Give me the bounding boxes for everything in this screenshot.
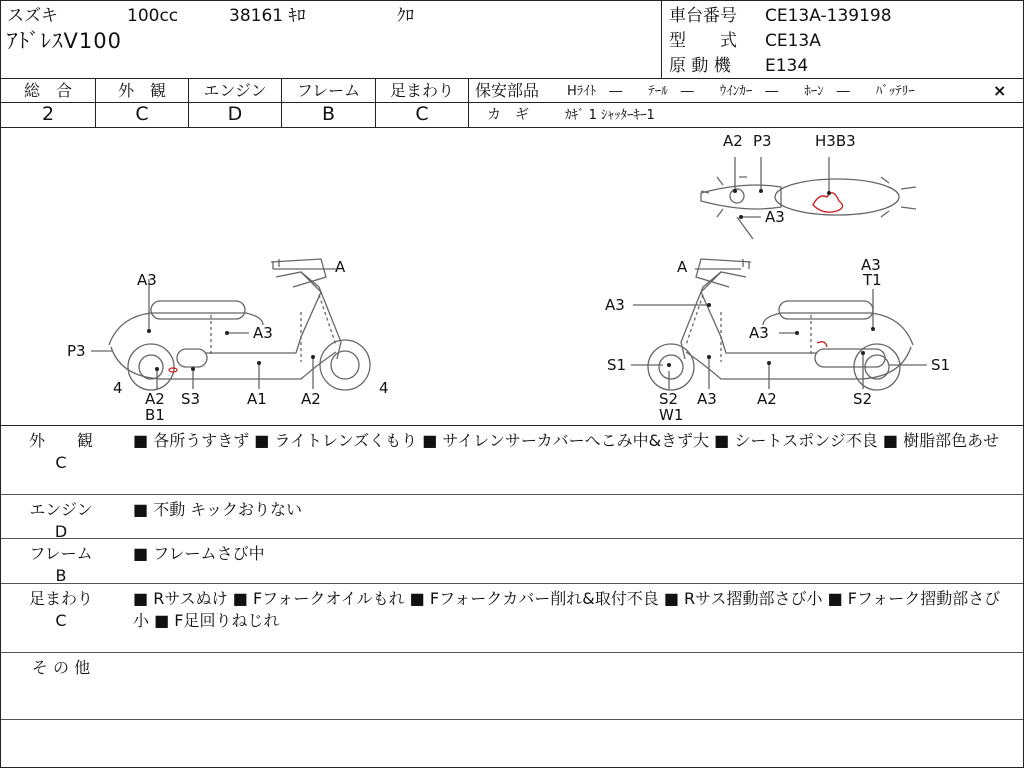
- diag-label: S1: [931, 356, 951, 374]
- section-suspension: [1, 584, 1023, 653]
- grade-total: [1, 79, 96, 127]
- diag-label: P3: [67, 342, 86, 360]
- header-divider: [661, 1, 662, 78]
- grade-frame: [282, 79, 376, 127]
- diag-label: A3: [861, 256, 881, 274]
- cell-divider: [469, 102, 1023, 103]
- diag-label: A2: [723, 132, 743, 150]
- type: CE13A: [765, 31, 821, 51]
- diag-label: A: [677, 258, 688, 276]
- section-frame: [1, 539, 1023, 584]
- diag-label: A3: [697, 390, 717, 408]
- diag-label: P3: [753, 132, 772, 150]
- grade-value: 2: [41, 103, 55, 125]
- damage-mark-left: [169, 368, 177, 372]
- engine-label: 原 動 機: [669, 56, 731, 76]
- section-grade: D: [54, 522, 68, 541]
- grade-value: D: [227, 103, 243, 125]
- diag-label: A3: [137, 271, 157, 289]
- grade-label: 総 合: [23, 81, 72, 100]
- battery-mark: ×: [993, 81, 1007, 100]
- header: [1, 1, 1023, 79]
- grade-label: フレーム: [296, 81, 361, 100]
- grade-exterior: [96, 79, 189, 127]
- color: ｸﾛ: [397, 6, 414, 26]
- grade-engine: [189, 79, 282, 127]
- grades-row: [1, 79, 1023, 128]
- diag-label: A2: [145, 390, 165, 408]
- diag-label: S3: [181, 390, 201, 408]
- model-name: ｱﾄﾞﾚｽV100: [7, 29, 122, 53]
- section-label: 足まわり: [28, 589, 93, 608]
- diag-label: A2: [301, 390, 321, 408]
- section-header: [23, 543, 99, 587]
- diag-label: T1: [863, 271, 882, 289]
- key-label: カ ギ: [487, 107, 529, 123]
- section-header: [23, 430, 99, 474]
- diag-label: 4: [379, 379, 389, 397]
- diag-label: A3: [765, 208, 785, 226]
- grade-label: 外 観: [117, 81, 166, 100]
- damage-diagram: [1, 127, 1023, 426]
- section-grade: C: [55, 611, 67, 630]
- grade-suspension: [376, 79, 469, 127]
- diag-label: A2: [757, 390, 777, 408]
- section-text: ■ Rサスぬけ ■ Fフォークオイルもれ ■ Fフォークカバー削れ&取付不良 ■ Rサス摺動部さび小 ■ Fフォーク摺動部さび小 ■ F足回りねじれ: [133, 589, 1001, 630]
- diag-label: S2: [659, 390, 679, 408]
- key-value: ｶｷﾞ 1 ｼｬｯﾀｰｷｰ1: [565, 108, 655, 123]
- section-label: 外 観: [28, 431, 93, 450]
- diag-label: A3: [253, 324, 273, 342]
- diag-label: H3B3: [815, 132, 856, 150]
- scooter-top-view: [701, 177, 916, 239]
- damage-mark-seat: [813, 193, 843, 212]
- section-grade: B: [55, 566, 67, 585]
- diag-label: 4: [113, 379, 123, 397]
- section-header: [23, 588, 99, 632]
- type-label: 型 式: [669, 31, 737, 51]
- diag-label: A: [335, 258, 346, 276]
- engine: E134: [765, 56, 809, 76]
- safety-parts: [469, 79, 1023, 127]
- diag-label: S1: [607, 356, 627, 374]
- section-other: [1, 653, 1023, 720]
- diag-label: B1: [145, 406, 165, 424]
- section-text: ■ 不動 キックおりない: [133, 500, 302, 519]
- diag-label: A3: [605, 296, 625, 314]
- grade-value: C: [415, 103, 429, 125]
- frame-no-label: 車台番号: [669, 6, 737, 26]
- diag-label: S2: [853, 390, 873, 408]
- maker: スズキ: [7, 6, 58, 26]
- mileage: 38161 ｷﾛ: [229, 6, 306, 26]
- section-header: [23, 657, 99, 679]
- section-engine: [1, 495, 1023, 539]
- grade-label: エンジン: [203, 81, 267, 100]
- diag-label: W1: [659, 406, 684, 424]
- damage-mark-right: [817, 342, 827, 347]
- section-header: [23, 499, 99, 543]
- diag-label: A3: [749, 324, 769, 342]
- safety-title: 保安部品: [475, 81, 540, 100]
- section-label: エンジン: [29, 500, 93, 519]
- section-text: ■ 各所うすきず ■ ライトレンズくもり ■ サイレンサーカバーへこみ中&きず大 ■ シートスポンジ不良 ■ 樹脂部色あせ: [133, 431, 1000, 450]
- section-grade: C: [55, 453, 67, 472]
- grade-value: C: [135, 103, 149, 125]
- section-text: ■ フレームさび中: [133, 544, 265, 563]
- diag-label: A1: [247, 390, 267, 408]
- safety-items: Hﾗｲﾄ ― ﾃｰﾙ ― ｳｲﾝｶｰ ― ﾎｰﾝ ― ﾊﾞｯﾃﾘｰ: [567, 84, 915, 99]
- frame-no: CE13A-139198: [765, 6, 892, 26]
- displacement: 100cc: [127, 6, 179, 26]
- grade-label: 足まわり: [389, 81, 454, 100]
- section-exterior: [1, 426, 1023, 495]
- grade-value: B: [321, 103, 336, 125]
- section-label: フレーム: [29, 544, 93, 563]
- section-label: そ の 他: [31, 658, 91, 677]
